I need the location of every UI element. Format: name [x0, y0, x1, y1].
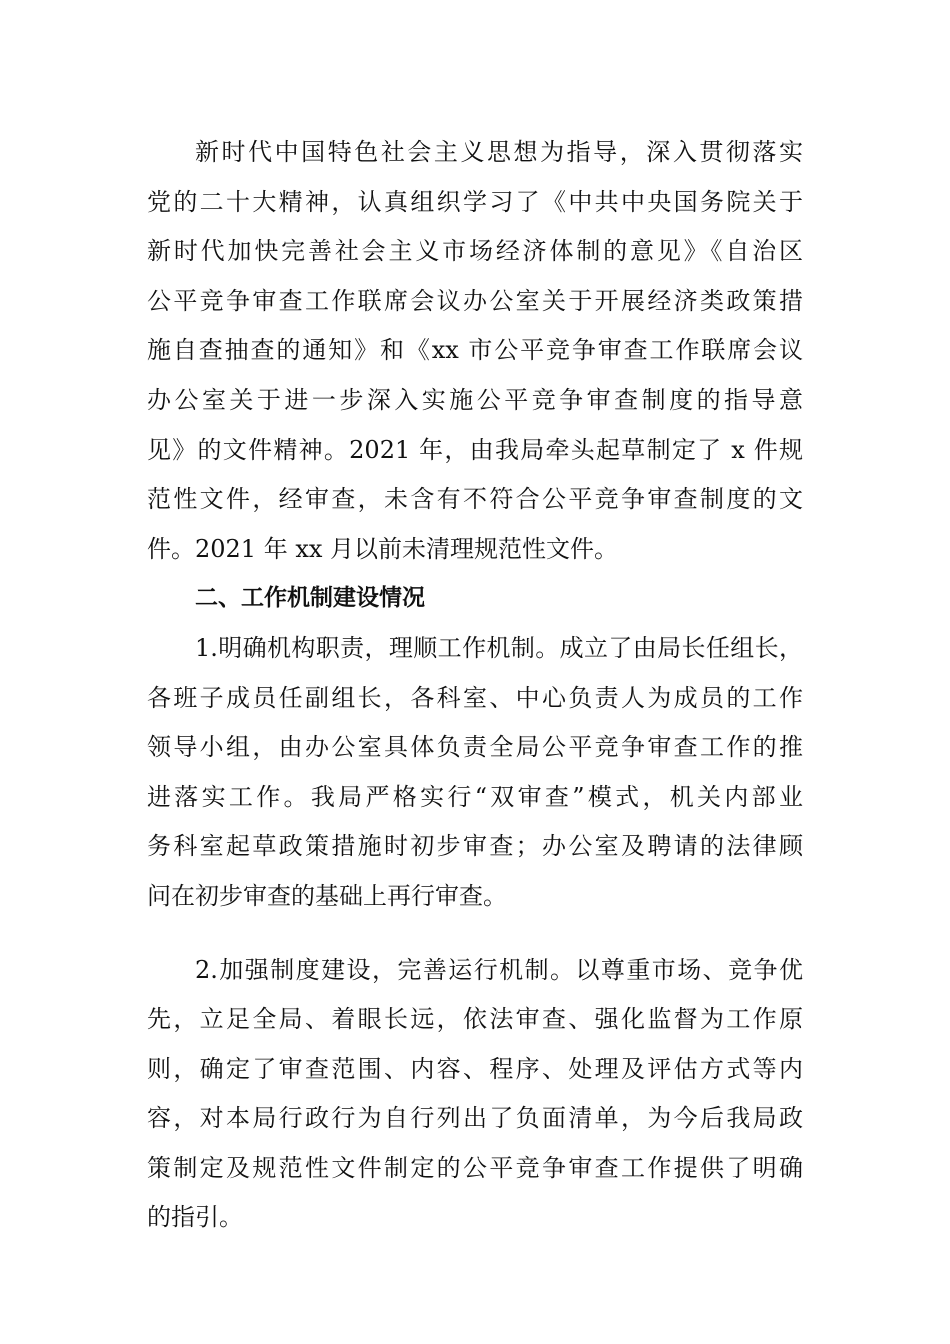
text-line: 施自查抽查的通知》和《xx 市公平竞争审查工作联席会议: [147, 336, 803, 365]
text-line: 务科室起草政策措施时初步审查；办公室及聘请的法律顾: [147, 832, 803, 861]
paragraph-institutional-duties: [147, 624, 803, 922]
text-line: 则，确定了审查范围、内容、程序、处理及评估方式等内: [147, 1054, 803, 1083]
text-line: 先，立足全局、着眼长远，依法审查、强化监督为工作原: [147, 1005, 803, 1034]
text-line: 公平竞争审查工作联席会议办公室关于开展经济类政策措: [147, 286, 803, 315]
text-line: 党的二十大精神，认真组织学习了《中共中央国务院关于: [147, 187, 803, 216]
text-line: 进落实工作。我局严格实行“双审查”模式，机关内部业: [147, 782, 803, 811]
text-line: 领导小组，由办公室具体负责全局公平竞争审查工作的推: [147, 733, 803, 762]
text-line: 各班子成员任副组长，各科室、中心负责人为成员的工作: [147, 683, 803, 712]
text-line: 办公室关于进一步深入实施公平竞争审查制度的指导意: [147, 385, 803, 414]
paragraph-system-building: [147, 946, 803, 1244]
text-line: 新时代加快完善社会主义市场经济体制的意见》《自治区: [147, 237, 803, 266]
text-line: 件。2021 年 xx 月以前未清理规范性文件。: [147, 534, 619, 563]
text-line: 容，对本局行政行为自行列出了负面清单，为今后我局政: [147, 1104, 803, 1133]
text-line: 问在初步审查的基础上再行审查。: [147, 881, 507, 910]
text-line: 1.明确机构职责，理顺工作机制。成立了由局长任组长，: [195, 633, 803, 662]
text-line: 2.加强制度建设，完善运行机制。以尊重市场、竞争优: [195, 955, 803, 984]
paragraph-policy-study: [147, 128, 803, 574]
paragraph-gap: [147, 922, 803, 946]
text-line: 范性文件，经审查，未含有不符合公平竞争审查制度的文: [147, 485, 803, 514]
section-heading: 二、工作机制建设情况: [195, 585, 425, 612]
text-line: 的指引。: [147, 1203, 243, 1232]
document-body: [147, 128, 803, 1243]
text-line: 新时代中国特色社会主义思想为指导，深入贯彻落实: [195, 138, 803, 166]
text-line: 见》的文件精神。2021 年，由我局牵头起草制定了 x 件规: [147, 435, 803, 464]
text-line: 策制定及规范性文件制定的公平竞争审查工作提供了明确: [147, 1153, 803, 1182]
